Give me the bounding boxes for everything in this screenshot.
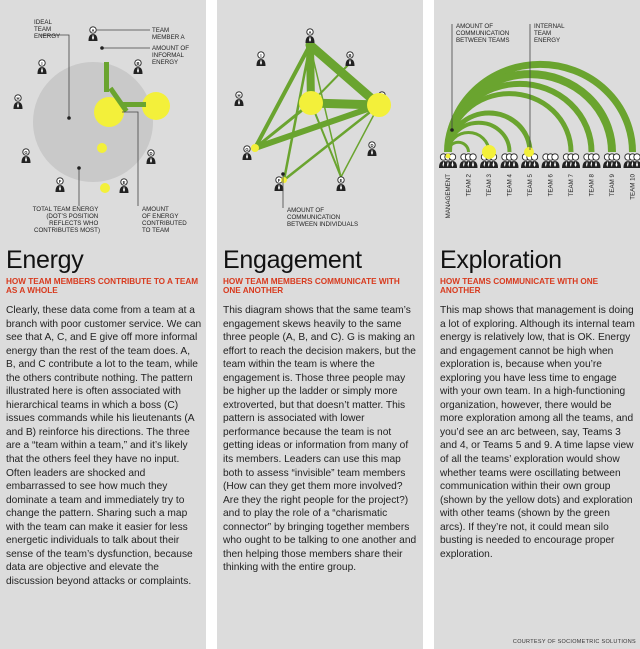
energy-member-h: [14, 95, 23, 109]
link-f-c: [284, 105, 379, 180]
energy-member-i: [38, 60, 47, 74]
member-letter-d: D: [149, 150, 153, 156]
member-letter-h: H: [237, 92, 241, 98]
member-letter-a: A: [308, 29, 312, 35]
member-letter-g: G: [245, 146, 249, 152]
member-letter-g: G: [24, 149, 28, 155]
member-letter-d: D: [370, 142, 374, 148]
team-member-a-label: TEAM MEMBER A: [152, 27, 185, 41]
team-person: [612, 154, 621, 168]
energy-subtitle: HOW TEAM MEMBERS CONTRIBUTE TO A TEAM AS A WHOLE: [6, 277, 199, 295]
engagement-dot-c: [367, 93, 391, 117]
engagement-panel: [217, 0, 423, 649]
team-person: [551, 154, 560, 168]
team-label-7: TEAM 7: [568, 174, 575, 197]
internal-team-energy-label: INTERNAL TEAM ENERGY: [534, 23, 565, 44]
amount-communication-label: AMOUNT OF COMMUNICATION BETWEEN INDIVIDUALS: [287, 207, 359, 228]
member-letter-e: E: [122, 179, 126, 185]
member-letter-b: B: [136, 60, 140, 66]
exploration-diagram: [434, 0, 640, 238]
engagement-subtitle: HOW TEAM MEMBERS COMMUNICATE WITH ONE ANOTHER: [223, 277, 400, 295]
team-label-9: TEAM 9: [609, 174, 616, 197]
total-team-energy-label: TOTAL TEAM ENERGY (DOT’S POSITION REFLECTS WHO CONTRIBUTES MOST): [32, 206, 100, 234]
energy-member-g: [22, 149, 31, 163]
team-label-6: TEAM 6: [547, 174, 555, 197]
ideal-team-energy-circle: [33, 62, 153, 182]
team-people-2: [460, 154, 478, 168]
energy-diagram: [0, 0, 206, 238]
engagement-member-a: [306, 29, 315, 43]
team-person: [633, 154, 640, 168]
engagement-diagram: [217, 0, 423, 238]
energy-member-d: [147, 150, 156, 164]
amount-informal-label: AMOUNT OF INFORMAL ENERGY: [152, 45, 190, 66]
team-people-4: [501, 154, 519, 168]
energy-dot-c: [142, 92, 170, 120]
energy-member-a: [89, 27, 98, 41]
member-letter-i: I: [260, 52, 262, 58]
team-label-5: TEAM 5: [527, 174, 534, 197]
engagement-member-e: [337, 177, 346, 191]
contribution-bar-a: [104, 62, 109, 92]
team-person: [469, 154, 478, 168]
team-label-3: TEAM 3: [486, 174, 493, 197]
engagement-member-g: [243, 146, 252, 160]
team-label-1: MANAGEMENT: [445, 174, 452, 219]
team-people-7: [562, 154, 580, 168]
team-person: [592, 154, 601, 168]
team-people-6: [542, 154, 560, 168]
energy-member-b: [134, 60, 143, 74]
ideal-team-energy-label: IDEAL TEAM ENERGY: [34, 19, 61, 40]
energy-body: Clearly, these data come from a team at a branch with poor customer service. We can see that A, C, and E give off more informal energy than the rest of the team does. A, B, and C contribute a lot to the team, while the others contribute nothing. The pattern illustrated here is often associated with hierarchical teams in which a boss (C) issues commands while his lieutenants (A and B) reinforce his directions. The three are a “team within a team,” and it’s likely that the others feel they have no input. Often leaders are shocked and embarrassed to see how much they dominate a team and immediately try to change the pattern. Sharing such a map with the team can make it easier for less energetic individuals to talk about their sense of the team’s dysfunction, because data are objective and elevate the discussion beyond attacks or complaints.: [6, 305, 202, 587]
team-person: [510, 154, 519, 168]
engagement-member-h: [235, 92, 244, 106]
member-letter-f: F: [277, 177, 281, 183]
member-letter-h: H: [16, 95, 20, 101]
exploration-panel: [434, 0, 640, 649]
member-letter-e: E: [339, 177, 343, 183]
engagement-dot-f: [281, 177, 287, 183]
energy-panel: [0, 0, 206, 649]
energy-member-f: [56, 178, 65, 192]
engagement-title: Engagement: [223, 246, 362, 274]
team-dot-management: [446, 154, 451, 159]
team-label-10: TEAM 10: [629, 174, 637, 200]
team-dot-3: [482, 145, 496, 159]
member-letter-a: A: [91, 27, 95, 33]
team-label-8: TEAM 8: [588, 174, 596, 197]
amount-between-teams-label: AMOUNT OF COMMUNICATION BETWEEN TEAMS: [456, 23, 510, 44]
engagement-member-d: [368, 142, 377, 156]
team-label-2: TEAM 2: [465, 174, 473, 197]
credit-line: COURTESY OF SOCIOMETRIC SOLUTIONS: [512, 639, 636, 645]
energy-member-e: [120, 179, 129, 193]
engagement-member-i: [257, 52, 266, 66]
member-letter-i: I: [41, 60, 43, 66]
exploration-body: This map shows that management is doing a lot of exploring. Although its internal team energy is relatively low, that is OK. Energy and engagement cannot be high when exploration is, because when you’re exploring you have less time to engage with your own team. In a high-functioning organization, however, there would be more exploration among all the teams, and you’d see an arc between, say, Teams 3 and 4, or Teams 5 and 9. A time lapse view of all the teams’ exploration would show whether teams were oscillating between communication within their own group (shown by the yellow dots) and exploration with other teams (shown by the green arcs). If they’re not, it could mean silo busting is needed to encourage proper exploration.: [440, 305, 635, 560]
team-dot-5: [524, 147, 534, 157]
exploration-subtitle: HOW TEAMS COMMUNICATE WITH ONE ANOTHER: [440, 277, 599, 295]
team-people-9: [603, 154, 621, 168]
engagement-dot-a: [299, 91, 323, 115]
team-people-8: [583, 154, 601, 168]
amount-contributed-label: AMOUNT OF ENERGY CONTRIBUTED TO TEAM: [142, 206, 187, 234]
engagement-dot-g: [251, 144, 259, 152]
team-person: [571, 154, 580, 168]
contribution-bar-c: [122, 102, 146, 107]
exploration-title: Exploration: [440, 246, 562, 274]
energy-dot-total: [97, 143, 107, 153]
team-label-4: TEAM 4: [506, 174, 514, 197]
team-people-10: [624, 154, 640, 168]
energy-title: Energy: [6, 246, 84, 274]
engagement-member-b: [346, 52, 355, 66]
energy-dot-e: [100, 183, 110, 193]
member-letter-b: B: [348, 52, 352, 58]
member-letter-f: F: [58, 178, 62, 184]
exploration-arcs: [448, 64, 633, 152]
engagement-body: This diagram shows that the same team’s engagement skews heavily to the same three people (A, B, and C). G is making an effort to reach the decision makers, but the team within the team is where the engagement is. Those three people may be higher up the ladder or simply more extroverted, but that doesn’t matter. This pattern is associated with lower performance because the team is not getting ideas or information from many of its members. Leaders can use this map both to assess “invisible” team members (How can they get them more involved? Are they the right people for the project?) and to play the role of a “charismatic connector” by bringing together members who ought to be talking to one another and then helping those members share their thinking with the entire group.: [223, 305, 417, 574]
